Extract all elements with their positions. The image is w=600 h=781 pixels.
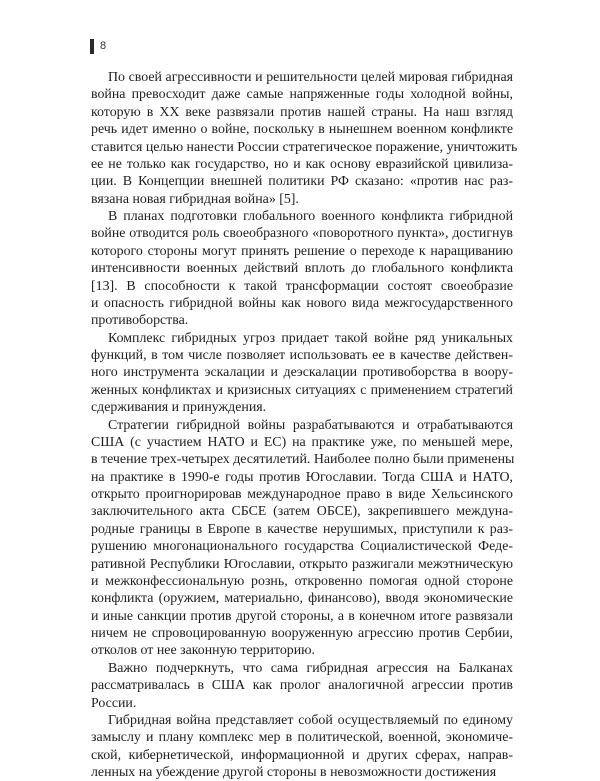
text-line: ничем не спровоцированную вооруженную агрессию против Сербии, [91, 626, 513, 641]
text-line: и межконфессиональную рознь, откровенно помогая одной стороне [91, 573, 513, 589]
text-line: которого стороны могут принять решение о переходе к наращиванию [91, 243, 513, 259]
text-line: война превосходит даже самые напряженные годы холодной войны, [91, 87, 513, 103]
text-line: на практике в 1990-е годы против Югославии. Тогда США и НАТО, [91, 469, 513, 485]
text-line: Стратегии гибридной войны разрабатываются и отрабатываются [108, 417, 513, 433]
text-line: заключительного акта СБСЕ (затем ОБСЕ), закрепившего междуна- [91, 504, 513, 520]
text-line: ного инструмента эскалации и деэскалации противоборства в воору- [91, 365, 513, 381]
text-line: рассматривалась в США как пролог аналогичной агрессии против [91, 678, 513, 694]
text-line: рушению многонационального государства Социалистической Феде- [91, 539, 513, 555]
text-line: ции. В Концепции внешней политики РФ сказано: «против нас раз- [91, 174, 513, 190]
text-line: открыто проигнорировав международное право в виде Хельсинского [91, 487, 513, 502]
text-line: В планах подготовки глобального военного конфликта гибридной [108, 209, 513, 224]
paragraph [91, 417, 513, 660]
text-line: Важно подчеркнуть, что сама гибридная агрессия на Балканах [108, 660, 513, 676]
text-line: Гибридная война представляет собой осуществляемый по единому [108, 712, 513, 728]
text-line: и иные санкции против другой стороны, а в конечном итоге развязали [91, 608, 513, 624]
text-line: ративной Республики Югославии, открыто разжигали межэтническую [91, 556, 513, 572]
paragraph [91, 712, 513, 781]
text-line: конфликта (оружием, материально, финансово), вводя экономические [91, 591, 513, 607]
body-text [91, 69, 518, 781]
paragraph [91, 208, 513, 330]
text-line: вязана новая гибридная война» [5]. [91, 191, 299, 207]
text-line: замыслу и плану комплекс мер в политической, военной, экономиче- [91, 730, 513, 746]
text-line: США (с участием НАТО и ЕС) на практике уже, по меньшей мере, [91, 434, 513, 450]
paragraph [91, 660, 513, 712]
paragraph [91, 69, 518, 208]
text-line: ставится целью нанести России стратегическое поражение, уничтожить [91, 139, 518, 155]
text-line: Комплекс гибридных угроз придает такой войне ряд уникальных [108, 330, 513, 346]
text-line: ской, кибернетической, информационной и других сферах, направ- [91, 747, 513, 763]
page-marker-bar [90, 39, 94, 54]
text-line: отколов от нее законную территорию. [91, 643, 316, 659]
text-line: которую в XX веке развязали против нашей страны. На наш взгляд [91, 104, 513, 120]
text-line: функций, в том числе позволяет использовать ее в качестве действен- [91, 348, 513, 363]
text-line: женных конфликтах и кризисных ситуациях с применением стратегий [91, 382, 513, 398]
text-line: в течение трех-четырех десятилетий. Наиболее полно были применены [91, 452, 515, 468]
text-line: [13]. В способности к такой трансформации состоят своеобразие [91, 278, 513, 294]
text-line: ленных на убеждение другой стороны в невозможности достижения [91, 765, 497, 780]
paragraph [91, 330, 513, 417]
text-line: родные границы в Европе в качестве нерушимых, приступили к раз- [91, 521, 513, 537]
text-line: интенсивности военных действий вплоть до глобального конфликта [91, 261, 513, 277]
text-line: России. [91, 695, 137, 711]
text-line: противоборства. [91, 313, 189, 329]
text-line: сдерживания и принуждения. [91, 400, 267, 416]
page-number: 8 [100, 39, 107, 52]
page-header [90, 38, 106, 54]
text-line: речь идет именно о войне, поскольку в нынешнем военном конфликте [91, 122, 513, 138]
text-line: ее не только как государство, но и как основу евразийской цивилиза- [91, 156, 513, 172]
text-line: войне отводится роль своеобразного «поворотного пункта», достигнув [91, 226, 513, 242]
text-line: По своей агрессивности и решительности целей мировая гибридная [108, 70, 513, 85]
text-line: и опасность гибридной войны как нового вида межгосударственного [91, 295, 513, 311]
